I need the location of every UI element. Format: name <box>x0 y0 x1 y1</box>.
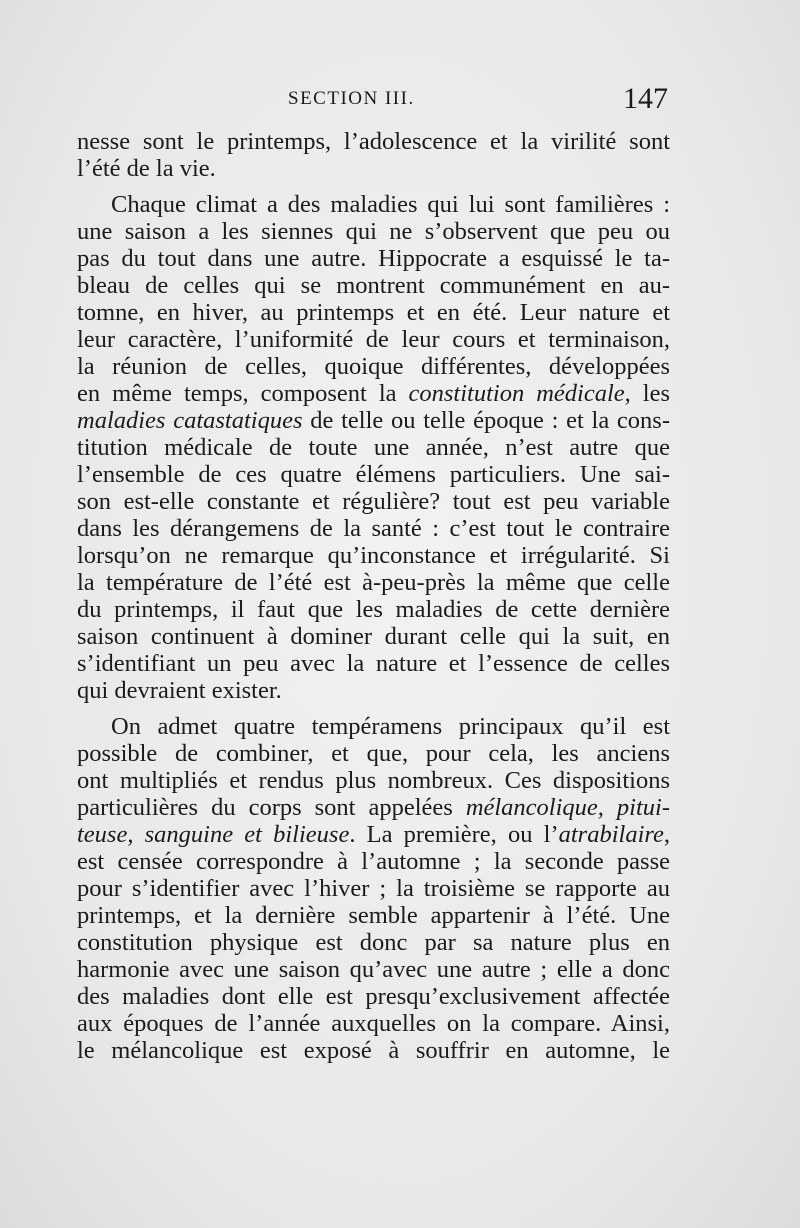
text-line-italic-3: particulières du corps sont appelées mélancolique, pitui- <box>77 794 670 821</box>
text-line: nesse sont le printemps, l’adolescence et la virilité sont <box>77 128 670 155</box>
text-line: constitution physique est donc par sa nature plus en <box>77 929 670 956</box>
text-line: l’ensemble de ces quatre élémens particuliers. Une sai- <box>77 461 670 488</box>
body-text <box>77 128 670 1064</box>
page-number: 147 <box>623 82 668 115</box>
text-line: lorsqu’on ne remarque qu’inconstance et irrégularité. Si <box>77 542 670 569</box>
text-line-italic-1: en même temps, composent la constitution médicale, les <box>77 380 671 407</box>
text-line: leur caractère, l’uniformité de leur cours et terminaison, <box>77 326 670 353</box>
text-line: est censée correspondre à l’automne ; la seconde passe <box>77 848 670 875</box>
text-line: Chaque climat a des maladies qui lui sont familières : <box>111 191 670 218</box>
text-line: printemps, et la dernière semble appartenir à l’été. Une <box>77 902 670 929</box>
text-line: son est-elle constante et régulière? tout est peu variable <box>77 488 670 515</box>
text-line: pas du tout dans une autre. Hippocrate a esquissé le ta- <box>77 245 670 272</box>
text-line: l’été de la vie. <box>77 155 216 182</box>
text-line: ont multipliés et rendus plus nombreux. Ces dispositions <box>77 767 670 794</box>
text-line: s’identifiant un peu avec la nature et l’essence de celles <box>77 650 670 677</box>
text-line: le mélancolique est exposé à souffrir en automne, le <box>77 1037 670 1064</box>
text-line: dans les dérangemens de la santé : c’est tout le contraire <box>77 515 670 542</box>
text-line-italic-2: maladies catastatiques de telle ou telle époque : et la cons- <box>77 407 671 434</box>
text-line: saison continuent à dominer durant celle qui la suit, en <box>77 623 670 650</box>
page-header <box>78 82 670 128</box>
text-line: possible de combiner, et que, pour cela, les anciens <box>77 740 670 767</box>
text-line: la réunion de celles, quoique différentes, développées <box>77 353 670 380</box>
text-line: bleau de celles qui se montrent communément en au- <box>77 272 670 299</box>
text-line: la température de l’été est à-peu-près la même que celle <box>77 569 670 596</box>
text-line: On admet quatre tempéramens principaux qu’il est <box>111 713 670 740</box>
text-line-italic-4: teuse, sanguine et bilieuse. La première, ou l’atrabilaire, <box>77 821 670 848</box>
running-head: SECTION III. <box>288 88 415 109</box>
text-line: aux époques de l’année auxquelles on la compare. Ainsi, <box>77 1010 670 1037</box>
text-line: tomne, en hiver, au printemps et en été. Leur nature et <box>77 299 670 326</box>
text-line: qui devraient exister. <box>77 677 282 704</box>
text-line: une saison a les siennes qui ne s’observent que peu ou <box>77 218 670 245</box>
text-line: harmonie avec une saison qu’avec une autre ; elle a donc <box>77 956 670 983</box>
text-line: titution médicale de toute une année, n’est autre que <box>77 434 670 461</box>
text-line: pour s’identifier avec l’hiver ; la troisième se rapporte au <box>77 875 670 902</box>
text-line: du printemps, il faut que les maladies de cette dernière <box>77 596 670 623</box>
text-line: des maladies dont elle est presqu’exclusivement affectée <box>77 983 670 1010</box>
